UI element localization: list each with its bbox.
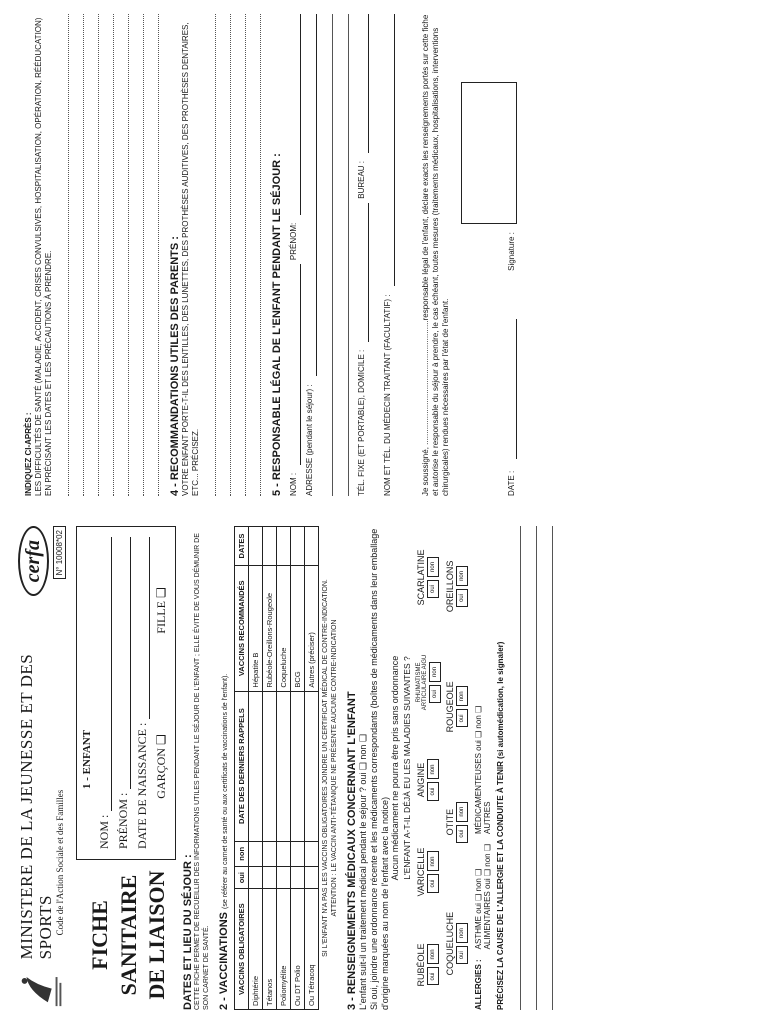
vaccine-recommended: Autres (préciser) — [305, 566, 319, 692]
medecin-field[interactable] — [383, 14, 395, 287]
cerfa-logo: cerfa — [18, 526, 49, 596]
allergies-label: ALLERGIES : — [474, 959, 484, 1010]
resp-tel-label: TÉL. FIXE (ET PORTABLE), DOMICILE : — [357, 349, 366, 496]
medical-q3: Aucun médicament ne pourra être pris sans ordonnance — [390, 655, 401, 881]
vaccinations-title: 2 - VACCINATIONS — [217, 912, 230, 1010]
maladie-rhumatisme — [416, 652, 441, 712]
table-cell[interactable] — [291, 691, 305, 841]
non-checkbox[interactable]: non — [456, 566, 468, 586]
col-vaccins-recommandes: VACCINS RECOMMANDÉS — [235, 566, 249, 692]
resp-bureau-label: BUREAU : — [357, 160, 366, 199]
garcon-checkbox[interactable]: GARÇON ❑ — [154, 734, 168, 799]
vaccine-name: Poliomyélite — [277, 889, 291, 1010]
child-prenom-label: PRÉNOM : — [116, 792, 130, 849]
child-nom-field[interactable] — [100, 537, 112, 811]
cerfa-number: N° 10008*02 — [53, 526, 66, 579]
form-left-page — [0, 512, 768, 1024]
difficultes-line[interactable] — [144, 14, 159, 496]
child-prenom-field[interactable] — [119, 537, 131, 789]
maladies-question: L'ENFANT A-T-IL DÉJÀ EU LES MALADIES SUIVANTES ? — [402, 656, 413, 880]
resp-adresse-label: ADRESSE (pendant le séjour) : — [305, 384, 314, 496]
maladie-label: ROUGEOLE — [445, 681, 456, 733]
ministry-name: MINISTERE DE LA JEUNESSE ET DES SPORTS — [17, 653, 55, 960]
table-cell[interactable] — [263, 841, 277, 866]
non-checkbox[interactable]: non — [456, 686, 468, 706]
oui-checkbox[interactable]: oui — [429, 685, 441, 703]
indiquez-heading: INDIQUEZ CI-APRÈS : — [24, 412, 33, 496]
col-non: non — [235, 841, 249, 866]
title-line-1: FICHE SANITAIRE — [87, 874, 141, 996]
sejour-text: CETTE FICHE PERMET DE RECUEILLIR DES INFORMATIONS UTILES PENDANT LE SÉJOUR DE L'ENFANT ; ELLE ÉVITE DE VOUS DÉMUNIR DE SON CARNET DE SANTÉ. — [194, 533, 210, 1010]
table-cell[interactable] — [305, 527, 319, 566]
maladie-label: RUBÉOLE — [416, 943, 427, 987]
table-cell[interactable] — [305, 867, 319, 889]
asthme-option[interactable]: ASTHME oui ❑ non ❑ — [474, 868, 484, 950]
maladie-label: SCARLATINE — [416, 549, 427, 606]
table-row — [263, 527, 277, 1010]
oui-checkbox[interactable]: oui — [427, 580, 439, 598]
vaccine-name: Ou Tétracoq — [305, 889, 319, 1010]
resp-prenom-label: PRÉNOM: — [289, 222, 298, 261]
non-checkbox[interactable]: non — [427, 759, 439, 779]
signature-box[interactable] — [461, 82, 517, 224]
table-cell[interactable] — [277, 841, 291, 866]
table-cell[interactable] — [249, 527, 263, 566]
table-cell[interactable] — [291, 527, 305, 566]
resp-bureau-field[interactable] — [357, 14, 369, 153]
resp-prenom-field[interactable] — [289, 14, 301, 215]
resp-tel-row — [357, 14, 369, 496]
oui-checkbox[interactable]: oui — [456, 589, 468, 607]
autres-option[interactable]: AUTRES — [483, 801, 493, 834]
maladie-label: OTITE — [445, 808, 456, 836]
maladie-varicelle — [416, 848, 441, 897]
table-cell[interactable] — [277, 691, 291, 841]
vaccine-recommended: Coqueluche — [277, 566, 291, 692]
difficultes-line[interactable] — [69, 14, 84, 496]
maladie-angine — [416, 759, 441, 800]
difficultes-line[interactable] — [114, 14, 129, 496]
reco-line[interactable] — [231, 14, 246, 496]
alimentaires-option[interactable]: ALIMENTAIRES oui ❑ non ❑ — [483, 843, 493, 950]
difficultes-line[interactable] — [84, 14, 99, 496]
vaccinations-heading — [218, 526, 231, 1010]
oui-checkbox[interactable]: oui — [456, 825, 468, 843]
child-nom-label: NOM : — [97, 814, 111, 849]
reco-line[interactable] — [216, 14, 231, 496]
non-checkbox[interactable]: non — [427, 944, 439, 964]
code-label: Code de l'Action Sociale et des Familles — [55, 789, 66, 936]
maladies-row-1 — [416, 526, 441, 1010]
table-cell[interactable] — [249, 867, 263, 889]
child-heading: 1 - ENFANT — [81, 729, 93, 789]
table-cell[interactable] — [305, 691, 319, 841]
date-field[interactable] — [505, 319, 517, 459]
medicamenteuses-option[interactable]: MÉDICAMENTEUSES oui ❑ non ❑ — [474, 705, 484, 834]
vaccine-name: Ou DT Polio — [291, 889, 305, 1010]
resp-adresse-line[interactable] — [321, 14, 333, 496]
resp-tel-field[interactable] — [357, 203, 369, 342]
date-signature-row — [461, 14, 517, 496]
resp-adresse-field[interactable] — [305, 14, 317, 376]
reco-line[interactable] — [246, 14, 261, 496]
allergies-row — [474, 526, 492, 1010]
medical-q1[interactable]: L'enfant suit-il un traitement médical pendant le séjour ? oui ❑ non ❑ — [357, 733, 368, 1010]
reco-text: VOTRE ENFANT PORTE-T-IL DES LENTILLES, DES LUNETTES, DES PROTHÈSES AUDITIVES, DES PROTHÈSES DENTAIRES, ETC... PRÉCISEZ. — [181, 22, 200, 496]
signature-label: Signature : — [507, 232, 516, 271]
child-birth-label: DATE DE NAISSANCE : — [135, 722, 149, 849]
allergie-line[interactable] — [509, 526, 521, 1010]
table-cell[interactable] — [249, 691, 263, 841]
vaccine-recommended: Hépatite B — [249, 566, 263, 692]
sejour-heading: DATES ET LIEU DU SÉJOUR : — [182, 854, 194, 1010]
table-cell[interactable] — [277, 867, 291, 889]
vaccine-name: Tétanos — [263, 889, 277, 1010]
maladie-label: OREILLONS — [445, 560, 456, 613]
oui-checkbox[interactable]: oui — [456, 709, 468, 727]
fille-checkbox[interactable]: FILLE ❑ — [154, 587, 168, 634]
difficultes-line[interactable] — [54, 14, 69, 496]
maladie-rubeole — [416, 943, 441, 986]
oui-checkbox[interactable]: oui — [427, 783, 439, 801]
resp-nom-field[interactable] — [289, 264, 301, 465]
resp-adresse-row — [305, 14, 317, 496]
table-cell[interactable] — [277, 527, 291, 566]
table-row — [291, 527, 305, 1010]
form-title — [76, 860, 176, 1010]
oui-checkbox[interactable]: oui — [427, 967, 439, 985]
title-line-2: DE LIAISON — [144, 870, 170, 1000]
maladie-oreillons — [445, 561, 468, 613]
reco-heading: 4 - RECOMMANDATIONS UTILES DES PARENTS : — [169, 236, 181, 496]
vaccine-footnote-1: SI L'ENFANT N'A PAS LES VACCINS OBLIGATOIRES JOINDRE UN CERTIFICAT MÉDICAL DE CONTRE-INDICATION. — [322, 579, 330, 957]
maladie-otite — [445, 802, 468, 843]
col-dates-rappels: DATE DES DERNIERS RAPPELS — [235, 691, 249, 841]
medecin-row — [383, 14, 395, 496]
col-vaccins-obligatoires: VACCINS OBLIGATOIRES — [235, 889, 249, 1010]
difficultes-text: LES DIFFICULTÉS DE SANTÉ (MALADIE, ACCIDENT, CRISES CONVULSIVES, HOSPITALISATION, OPÉRATION, RÉÉDUCATION) EN PRÉCISANT LES DATES ET LES PRÉCAUTIONS À PRENDRE. — [34, 17, 53, 496]
allergie-precisez: PRÉCISEZ LA CAUSE DE L'ALLERGIE ET LA CONDUITE À TENIR (si automédication, le signaler) — [496, 641, 506, 1010]
maladie-label: VARICELLE — [416, 847, 427, 897]
oui-checkbox[interactable]: oui — [427, 875, 439, 893]
form-header — [18, 526, 70, 1010]
non-checkbox[interactable]: non — [427, 851, 439, 871]
maladie-rougeole — [445, 681, 468, 732]
table-cell[interactable] — [263, 527, 277, 566]
table-row — [249, 527, 263, 1010]
vaccine-footnote-2: ATTENTION : LE VACCIN ANTI-TÉTANIQUE NE PRÉSENTE AUCUNE CONTRE-INDICATION — [331, 619, 338, 917]
non-checkbox[interactable]: non — [456, 923, 468, 943]
ministry-logo-icon — [18, 967, 66, 1010]
vaccinations-table — [234, 526, 319, 1010]
non-checkbox[interactable]: non — [427, 557, 439, 577]
child-identity-box — [76, 526, 176, 860]
vaccine-recommended: Rubéole-Oreillons-Rougeole — [263, 566, 277, 692]
oui-checkbox[interactable]: oui — [456, 946, 468, 964]
non-checkbox[interactable]: non — [429, 662, 441, 682]
cerfa-block — [18, 526, 67, 596]
medical-heading: 3 - RENSEIGNEMENTS MÉDICAUX CONCERNANT L'ENFANT — [345, 691, 358, 1010]
maladie-label: ANGINE — [416, 762, 427, 798]
maladie-coqueluche — [445, 912, 468, 976]
difficultes-line[interactable] — [129, 14, 144, 496]
non-checkbox[interactable]: non — [456, 802, 468, 822]
table-row — [277, 527, 291, 1010]
maladie-scarlatine — [416, 550, 441, 606]
table-cell[interactable] — [263, 691, 277, 841]
table-cell[interactable] — [291, 841, 305, 866]
difficultes-line[interactable] — [99, 14, 114, 496]
date-label: DATE : — [507, 470, 516, 496]
medical-q2: Si oui, joindre une ordonnance récente et les médicaments correspondants (boîtes de médicaments dans leur emballage d'origine marquées au nom de l'enfant avec la notice) — [368, 528, 390, 1010]
maladie-label: COQUELUCHE — [445, 911, 456, 976]
table-cell[interactable] — [305, 841, 319, 866]
col-oui: oui — [235, 867, 249, 889]
maladies-row-2 — [445, 526, 468, 1010]
reco-line[interactable] — [201, 14, 216, 496]
table-row — [305, 527, 319, 1010]
table-cell[interactable] — [263, 867, 277, 889]
allergie-line[interactable] — [525, 526, 537, 1010]
soussigne-text: Je soussigné, ........................................................responsable légal de l'enfant, déclare exacts les renseignements portés sur cette fiche et autorise le responsable du séjour à prendre, le cas échéant, toutes mesures (traitements médicaux, hospitalisations, interventions chirurgicales) rendues nécessaires par l'état de l'enfant. — [421, 14, 450, 496]
table-cell[interactable] — [291, 867, 305, 889]
vaccine-name: Diphtérie — [249, 889, 263, 1010]
table-cell[interactable] — [249, 841, 263, 866]
medecin-label: NOM ET TÉL. DU MÉDECIN TRAITANT (FACULTATIF) : — [383, 294, 392, 496]
resp-nom-label: NOM : — [289, 472, 298, 496]
resp-name-row — [289, 14, 301, 496]
title-and-identity — [76, 526, 176, 1010]
resp-heading: 5 - RESPONSABLE LÉGAL DE L'ENFANT PENDANT LE SÉJOUR : — [271, 153, 283, 496]
vaccinations-note: (se référer au carnet de santé ou aux certificats de vaccinations de l'enfant). — [221, 673, 229, 909]
col-dates: DATES — [235, 527, 249, 566]
allergie-line[interactable] — [541, 526, 553, 1010]
child-birth-field[interactable] — [138, 537, 150, 719]
maladie-label: RHUMATISME ARTICULAIRE AIGU — [416, 654, 429, 711]
resp-adresse-line[interactable] — [337, 14, 349, 496]
vaccine-recommended: BCG — [291, 566, 305, 692]
